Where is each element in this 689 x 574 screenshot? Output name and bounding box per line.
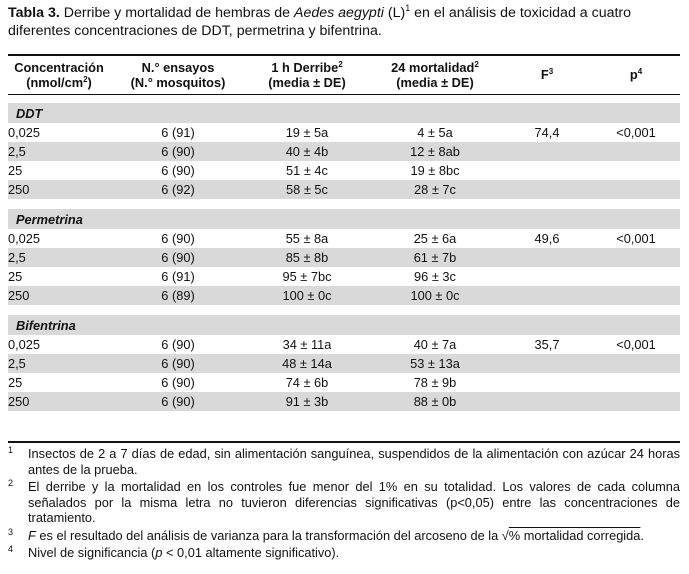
cell-f: 74,4 bbox=[534, 125, 560, 140]
cell-p-empty bbox=[592, 142, 680, 161]
cell-f-empty bbox=[502, 248, 592, 267]
header-row bbox=[8, 56, 680, 93]
footnote-text: es el resultado del análisis de varianza para la transformación del arcoseno de la bbox=[35, 527, 502, 543]
cell-derribe: 91 ± 3b bbox=[246, 392, 368, 411]
cell-conc: 2,5 bbox=[8, 354, 110, 373]
footnote-f-symbol: F bbox=[28, 527, 36, 543]
cell-conc: 0,025 bbox=[8, 337, 41, 352]
cell-conc: 2,5 bbox=[8, 142, 110, 161]
footnote-number: 2 bbox=[8, 478, 14, 488]
table-row bbox=[8, 267, 680, 286]
caption-text-before: Derribe y mortalidad de hembras de bbox=[59, 5, 294, 21]
footnote-text: Insectos de 2 a 7 días de edad, sin alimentación sanguínea, suspendidos de la alimentación con azúcar 24 horas antes de la prueba. bbox=[28, 446, 680, 477]
header-f-label: F bbox=[540, 67, 549, 82]
cell-p-empty bbox=[592, 267, 680, 286]
header-mort-sup: 2 bbox=[474, 59, 479, 69]
cell-conc: 250 bbox=[8, 286, 110, 305]
cell-derribe: 58 ± 5c bbox=[246, 180, 368, 199]
header-mort-line1: 24 mortalidad bbox=[391, 59, 475, 75]
cell-mortalidad: 78 ± 9b bbox=[413, 375, 457, 390]
cell-derribe: 55 ± 8a bbox=[285, 231, 329, 246]
bottom-rule bbox=[8, 441, 680, 443]
cell-derribe: 85 ± 8b bbox=[246, 248, 368, 267]
data-table bbox=[8, 56, 680, 411]
footnote-number: 1 bbox=[8, 445, 14, 455]
cell-p-empty bbox=[592, 354, 680, 373]
footnote-text: El derribe y la mortalidad en los controles fue menor del 1% en su totalidad. Los valores de cada columna señalados por la misma letra no tuvieron diferencias significativas (p<0,05) entre las concentraciones de tratamiento. bbox=[28, 479, 680, 525]
table-row bbox=[8, 142, 680, 161]
cell-derribe: 40 ± 4b bbox=[246, 142, 368, 161]
header-derribe bbox=[246, 56, 368, 93]
footnote-1 bbox=[8, 446, 680, 477]
cell-conc: 0,025 bbox=[8, 125, 41, 140]
footnote-2 bbox=[8, 479, 680, 526]
table-row bbox=[8, 229, 680, 248]
cell-derribe: 100 ± 0c bbox=[246, 286, 368, 305]
header-concentracion bbox=[8, 56, 110, 93]
caption-species: Aedes aegypti bbox=[294, 5, 384, 21]
cell-derribe: 51 ± 4c bbox=[286, 163, 328, 178]
cell-f-empty bbox=[502, 161, 592, 180]
cell-mortalidad: 40 ± 7a bbox=[413, 337, 457, 352]
cell-conc: 25 bbox=[8, 269, 23, 284]
cell-f-empty bbox=[502, 392, 592, 411]
cell-f-empty bbox=[502, 267, 592, 286]
caption-ref: 1 bbox=[405, 3, 411, 13]
cell-p: <0,001 bbox=[616, 337, 656, 352]
cell-ensayos: 6 (91) bbox=[161, 125, 195, 140]
footnote-sqrt-text: % mortalidad corregida bbox=[508, 527, 641, 543]
cell-f-empty bbox=[502, 180, 592, 199]
group-label-permetrina: Permetrina bbox=[8, 209, 680, 229]
footnote-4 bbox=[8, 545, 680, 561]
footnote-number: 4 bbox=[8, 544, 14, 554]
header-conc-line1: Concentración bbox=[14, 59, 104, 75]
sqrt-symbol: √ bbox=[501, 527, 509, 543]
group-row-bifentrina bbox=[8, 315, 680, 335]
header-ensayos bbox=[110, 56, 246, 93]
cell-mortalidad: 96 ± 3c bbox=[414, 269, 456, 284]
group-label-ddt: DDT bbox=[8, 103, 680, 123]
table-row bbox=[8, 373, 680, 392]
footnote-3 bbox=[8, 528, 680, 544]
cell-mortalidad: 12 ± 8ab bbox=[368, 142, 502, 161]
header-p-label: p bbox=[629, 67, 638, 82]
cell-p-empty bbox=[592, 392, 680, 411]
cell-mortalidad: 4 ± 5a bbox=[417, 125, 453, 140]
footnote-number: 3 bbox=[8, 526, 14, 537]
cell-ensayos: 6 (90) bbox=[161, 375, 195, 390]
footnote-text-end: < 0,01 altamente significativo). bbox=[162, 545, 340, 560]
header-derribe-line1: 1 h Derribe bbox=[271, 59, 339, 75]
cell-mortalidad: 19 ± 8bc bbox=[410, 163, 460, 178]
caption-label: Tabla 3. bbox=[8, 5, 60, 21]
cell-f: 35,7 bbox=[534, 337, 560, 352]
cell-p: <0,001 bbox=[616, 125, 656, 140]
table-row bbox=[8, 335, 680, 354]
header-f bbox=[502, 56, 592, 93]
header-p-sup: 4 bbox=[637, 67, 643, 76]
cell-ensayos: 6 (90) bbox=[110, 392, 246, 411]
cell-ensayos: 6 (90) bbox=[161, 337, 195, 352]
cell-ensayos: 6 (90) bbox=[161, 163, 195, 178]
header-p bbox=[592, 56, 680, 93]
cell-f-empty bbox=[502, 373, 592, 392]
cell-derribe: 74 ± 6b bbox=[285, 375, 329, 390]
cell-ensayos: 6 (90) bbox=[161, 231, 195, 246]
header-derribe-line2: (media ± DE) bbox=[268, 74, 346, 90]
header-ensayos-line1: N.° ensayos bbox=[141, 59, 215, 75]
cell-ensayos: 6 (90) bbox=[110, 354, 246, 373]
table-row bbox=[8, 123, 680, 142]
header-ensayos-line2: (N.° mosquitos) bbox=[130, 74, 226, 90]
cell-ensayos: 6 (90) bbox=[110, 142, 246, 161]
cell-conc: 2,5 bbox=[8, 248, 110, 267]
cell-derribe: 48 ± 14a bbox=[246, 354, 368, 373]
cell-f: 49,6 bbox=[534, 231, 560, 246]
cell-mortalidad: 88 ± 0b bbox=[368, 392, 502, 411]
cell-mortalidad: 61 ± 7b bbox=[368, 248, 502, 267]
cell-conc: 25 bbox=[8, 375, 23, 390]
table-row bbox=[8, 161, 680, 180]
cell-conc: 250 bbox=[8, 392, 110, 411]
cell-mortalidad: 53 ± 13a bbox=[368, 354, 502, 373]
cell-f-empty bbox=[502, 286, 592, 305]
table-row bbox=[8, 354, 680, 373]
table-row bbox=[8, 248, 680, 267]
footnote-text: Nivel de significancia ( bbox=[28, 545, 156, 560]
cell-mortalidad: 100 ± 0c bbox=[368, 286, 502, 305]
caption-text-l: (L) bbox=[383, 5, 406, 21]
footnote-end: . bbox=[640, 527, 644, 543]
footnotes bbox=[8, 446, 680, 563]
header-mort-line2: (media ± DE) bbox=[396, 74, 474, 90]
header-mortalidad bbox=[368, 56, 502, 93]
cell-p: <0,001 bbox=[616, 231, 656, 246]
group-row-ddt bbox=[8, 103, 680, 123]
cell-ensayos: 6 (90) bbox=[110, 248, 246, 267]
header-derribe-sup: 2 bbox=[338, 59, 343, 69]
table-caption bbox=[8, 4, 680, 40]
header-conc-sup: 2 bbox=[83, 74, 88, 84]
header-conc-line2: (nmol/cm bbox=[26, 74, 84, 90]
group-label-bifentrina: Bifentrina bbox=[8, 315, 680, 335]
cell-ensayos: 6 (92) bbox=[110, 180, 246, 199]
cell-mortalidad: 28 ± 7c bbox=[368, 180, 502, 199]
table-row bbox=[8, 392, 680, 411]
cell-p-empty bbox=[592, 286, 680, 305]
cell-p-empty bbox=[592, 180, 680, 199]
cell-p-empty bbox=[592, 248, 680, 267]
table-row bbox=[8, 180, 680, 199]
cell-derribe: 34 ± 11a bbox=[282, 337, 332, 352]
cell-p-empty bbox=[592, 373, 680, 392]
cell-f-empty bbox=[502, 354, 592, 373]
cell-conc: 25 bbox=[8, 163, 23, 178]
cell-f-empty bbox=[502, 142, 592, 161]
cell-derribe: 19 ± 5a bbox=[285, 125, 329, 140]
table-row bbox=[8, 286, 680, 305]
header-f-sup: 3 bbox=[548, 67, 554, 76]
cell-mortalidad: 25 ± 6a bbox=[413, 231, 457, 246]
footnote-p-symbol: p bbox=[155, 545, 163, 560]
cell-ensayos: 6 (89) bbox=[110, 286, 246, 305]
cell-derribe: 95 ± 7bc bbox=[282, 269, 332, 284]
cell-conc: 250 bbox=[8, 180, 110, 199]
group-row-permetrina bbox=[8, 209, 680, 229]
caption-text-after: en el análisis de toxicidad a cuatro diferentes concentraciones de DDT, permetrina y bifentrina. bbox=[8, 5, 632, 39]
header-conc-end: ) bbox=[87, 74, 92, 90]
cell-p-empty bbox=[592, 161, 680, 180]
cell-ensayos: 6 (91) bbox=[161, 269, 195, 284]
cell-conc: 0,025 bbox=[8, 231, 41, 246]
